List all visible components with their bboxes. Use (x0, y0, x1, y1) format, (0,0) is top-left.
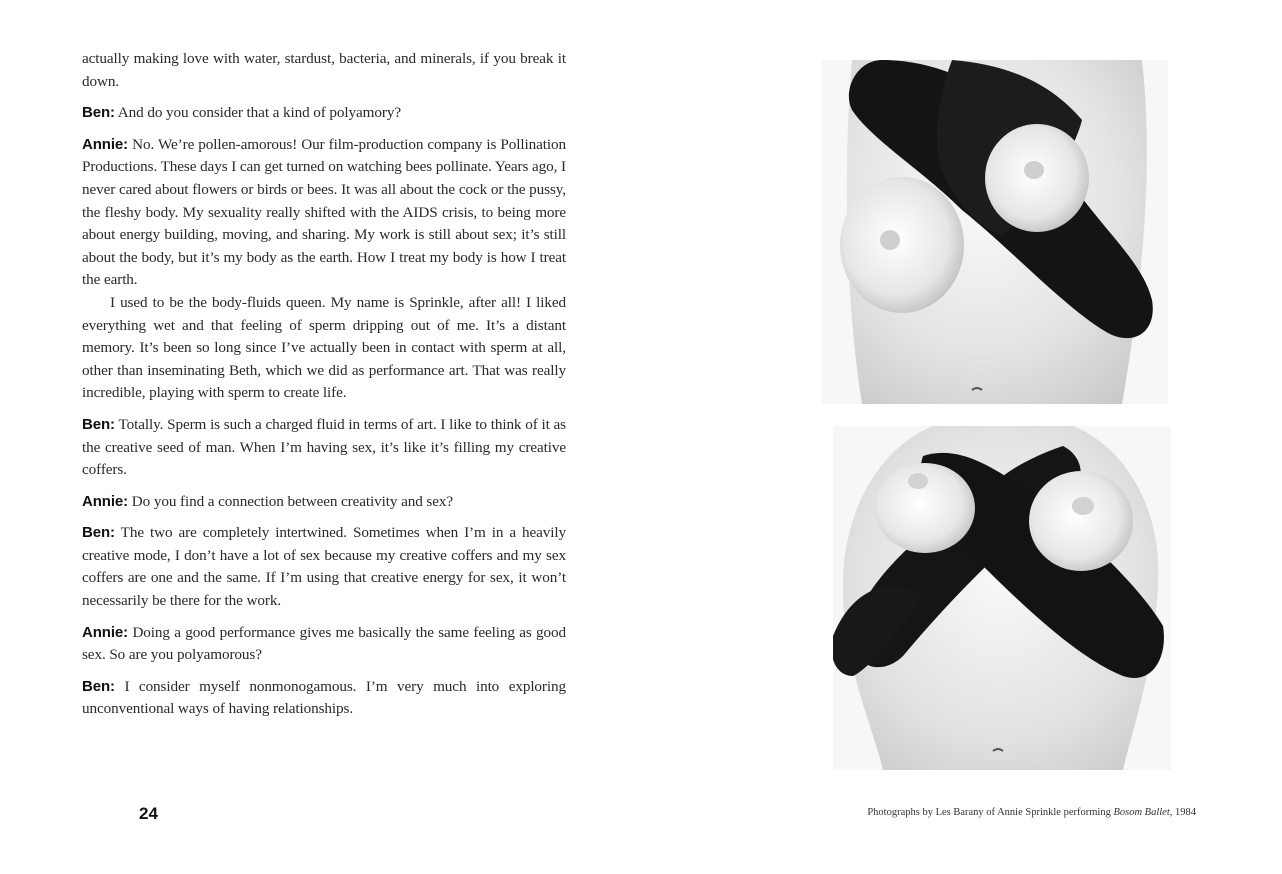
paragraph-8 (82, 622, 566, 667)
paragraph-4-text: I used to be the body-fluids queen. My name is Sprinkle, after all! I liked everything wet and that feeling of sperm dripping out of me. It’s a distant memory. It’s been so long since I’ve actually been in contact with sperm at all, other than inseminating Beth, which we did as performance art. That was really incredible, playing with sperm to create life. (82, 293, 566, 402)
caption-title: Bosom Ballet (1113, 807, 1170, 818)
paragraph-2 (82, 102, 566, 125)
paragraph-1 (82, 48, 566, 93)
photo-bottom (833, 426, 1171, 770)
paragraph-6 (82, 491, 566, 514)
paragraph-3 (82, 134, 566, 292)
paragraph-8-text: Doing a good performance gives me basically the same feeling as good sex. So are you polyamorous? (82, 623, 566, 664)
paragraph-5 (82, 414, 566, 482)
photo-bottom-image (833, 426, 1171, 770)
paragraph-9 (82, 676, 566, 721)
paragraph-4 (82, 292, 566, 405)
caption-prefix: Photographs by Les Barany of Annie Sprinkle performing (867, 807, 1114, 818)
paragraph-1-text: actually making love with water, stardust, bacteria, and minerals, if you break it down. (82, 50, 566, 90)
paragraph-3-text: No. We’re pollen-amorous! Our film-production company is Pollination Productions. These days I can get turned on watching bees pollinate. Years ago, I never cared about flowers or birds or bees. It was all about the cock or the pussy, the fleshy body. My sexuality really shifted with the AIDS crisis, to being more about energy building, moving, and sharing. My work is still about sex; it’s still about the body, but it’s my body as the earth. How I treat my body is how I treat the earth. (82, 135, 566, 289)
photo-top (822, 60, 1168, 404)
speaker-label: Ben: (82, 104, 115, 122)
paragraph-7 (82, 522, 566, 612)
speaker-label: Annie: (82, 135, 129, 153)
paragraph-2-text: And do you consider that a kind of polyamory? (117, 104, 401, 122)
paragraph-5-text: Totally. Sperm is such a charged fluid in terms of art. I like to think of it as the creative seed of man. When I’m having sex, it’s like it’s filling my creative coffers. (82, 415, 566, 479)
speaker-label: Annie: (82, 492, 129, 510)
paragraph-6-text: Do you find a connection between creativity and sex? (131, 492, 453, 510)
speaker-label: Ben: (82, 415, 115, 433)
photo-top-image (822, 60, 1168, 404)
paragraph-7-text: The two are completely intertwined. Sometimes when I’m in a heavily creative mode, I don’t have a lot of sex because my creative coffers and my sex coffers are one and the same. If I’m using that creative energy for sex, it won’t necessarily be there for the work. (82, 524, 566, 610)
speaker-label: Annie: (82, 623, 129, 641)
page-number: 24 (139, 804, 158, 823)
paragraph-9-text: I consider myself nonmonogamous. I’m very much into exploring unconventional ways of having relationships. (82, 677, 566, 718)
speaker-label: Ben: (82, 524, 115, 542)
photo-caption (867, 807, 1196, 818)
speaker-label: Ben: (82, 677, 115, 695)
left-page-text (82, 48, 566, 730)
caption-suffix: , 1984 (1169, 807, 1196, 818)
